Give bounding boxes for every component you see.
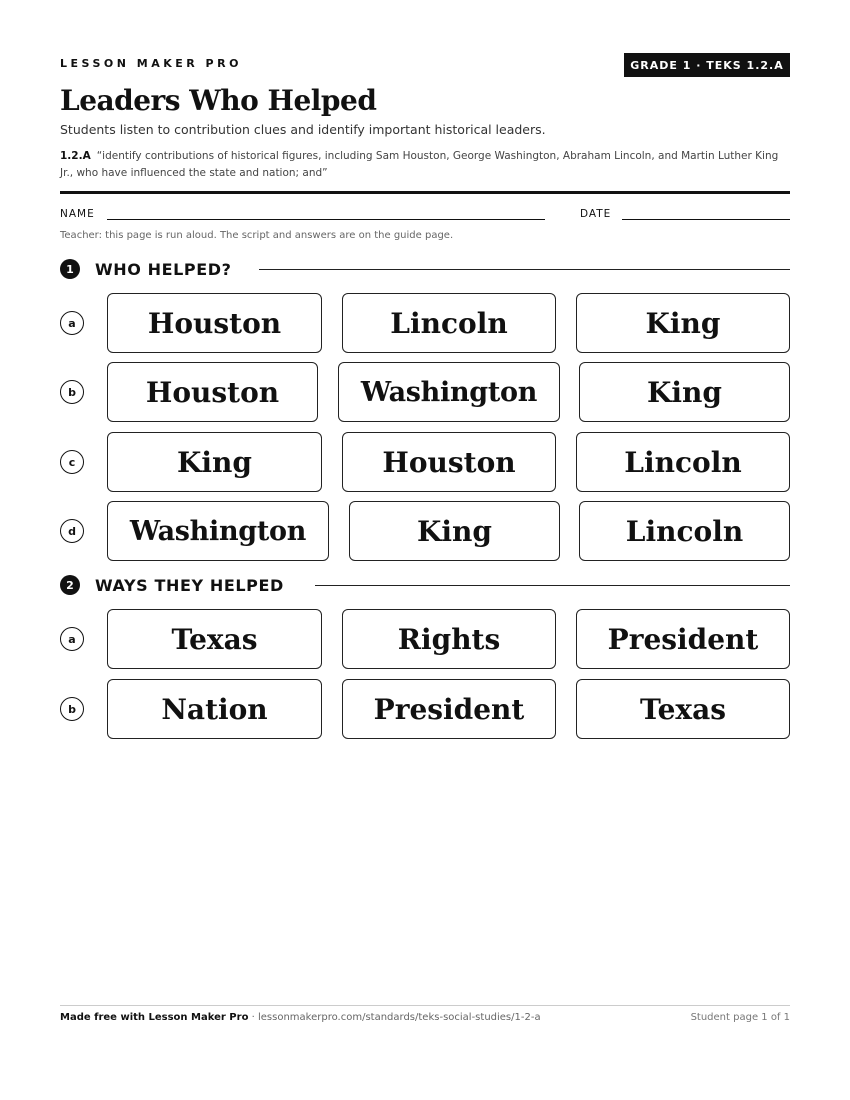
answer-card[interactable]: Nation	[107, 679, 322, 739]
question-row-1b	[60, 362, 790, 422]
page-subtitle: Students listen to contribution clues and identify important historical leaders.	[60, 122, 546, 137]
section-number-badge: 1	[60, 259, 80, 279]
section-title: WAYS THEY HELPED	[95, 576, 284, 595]
row-letter: a	[60, 627, 84, 651]
footer-maker: Made free with Lesson Maker Pro	[60, 1012, 249, 1023]
standard-code: 1.2.A	[60, 150, 91, 162]
question-row-2b	[60, 679, 790, 739]
row-letter: b	[60, 380, 84, 404]
question-row-1d	[60, 501, 790, 561]
answer-card[interactable]: Rights	[342, 609, 556, 669]
name-label: NAME	[60, 208, 95, 220]
teacher-note: Teacher: this page is run aloud. The script and answers are on the guide page.	[60, 230, 454, 241]
section-number-badge: 2	[60, 575, 80, 595]
grade-badge: GRADE 1 · TEKS 1.2.A	[624, 53, 790, 77]
row-letter: d	[60, 519, 84, 543]
header-divider	[60, 191, 790, 194]
answer-card[interactable]: Lincoln	[342, 293, 556, 353]
row-letter: c	[60, 450, 84, 474]
answer-card[interactable]: Texas	[576, 679, 790, 739]
page-title: Leaders Who Helped	[60, 84, 377, 117]
section-2-header	[60, 575, 790, 595]
name-date-row	[60, 208, 790, 222]
section-divider	[315, 585, 790, 586]
answer-card[interactable]: King	[576, 293, 790, 353]
answer-card[interactable]: President	[342, 679, 556, 739]
brand-name: LESSON MAKER PRO	[60, 57, 242, 70]
footer-separator: ·	[248, 1012, 258, 1023]
answer-card[interactable]: Texas	[107, 609, 322, 669]
name-field[interactable]	[107, 219, 545, 220]
row-letter: b	[60, 697, 84, 721]
worksheet-page	[60, 0, 790, 1100]
question-row-1c	[60, 432, 790, 492]
answer-card[interactable]: Houston	[107, 362, 318, 422]
section-1-header	[60, 259, 790, 279]
section-divider	[259, 269, 790, 270]
question-row-2a	[60, 609, 790, 669]
footer-credit	[60, 1012, 541, 1023]
standard-text: “identify contributions of historical figures, including Sam Houston, George Washington, Abraham Lincoln, and Martin Luther King Jr., who have influenced the state and nation; and”	[60, 150, 779, 179]
date-label: DATE	[580, 208, 612, 220]
answer-card[interactable]: Lincoln	[579, 501, 790, 561]
answer-card[interactable]: King	[107, 432, 322, 492]
answer-card[interactable]: Lincoln	[576, 432, 790, 492]
answer-card[interactable]: President	[576, 609, 790, 669]
answer-card[interactable]: Washington	[107, 501, 329, 561]
answer-card[interactable]: King	[349, 501, 560, 561]
answer-card[interactable]: Washington	[338, 362, 560, 422]
footer-divider	[60, 1005, 790, 1006]
footer-url[interactable]: lessonmakerpro.com/standards/teks-social-studies/1-2-a	[257, 1012, 541, 1023]
date-field[interactable]	[622, 219, 790, 220]
standard-description	[60, 148, 790, 182]
question-row-1a	[60, 293, 790, 353]
row-letter: a	[60, 311, 84, 335]
answer-card[interactable]: Houston	[107, 293, 322, 353]
answer-card[interactable]: Houston	[342, 432, 556, 492]
footer-page-number: Student page 1 of 1	[690, 1012, 790, 1023]
answer-card[interactable]: King	[579, 362, 790, 422]
section-title: WHO HELPED?	[95, 260, 232, 279]
